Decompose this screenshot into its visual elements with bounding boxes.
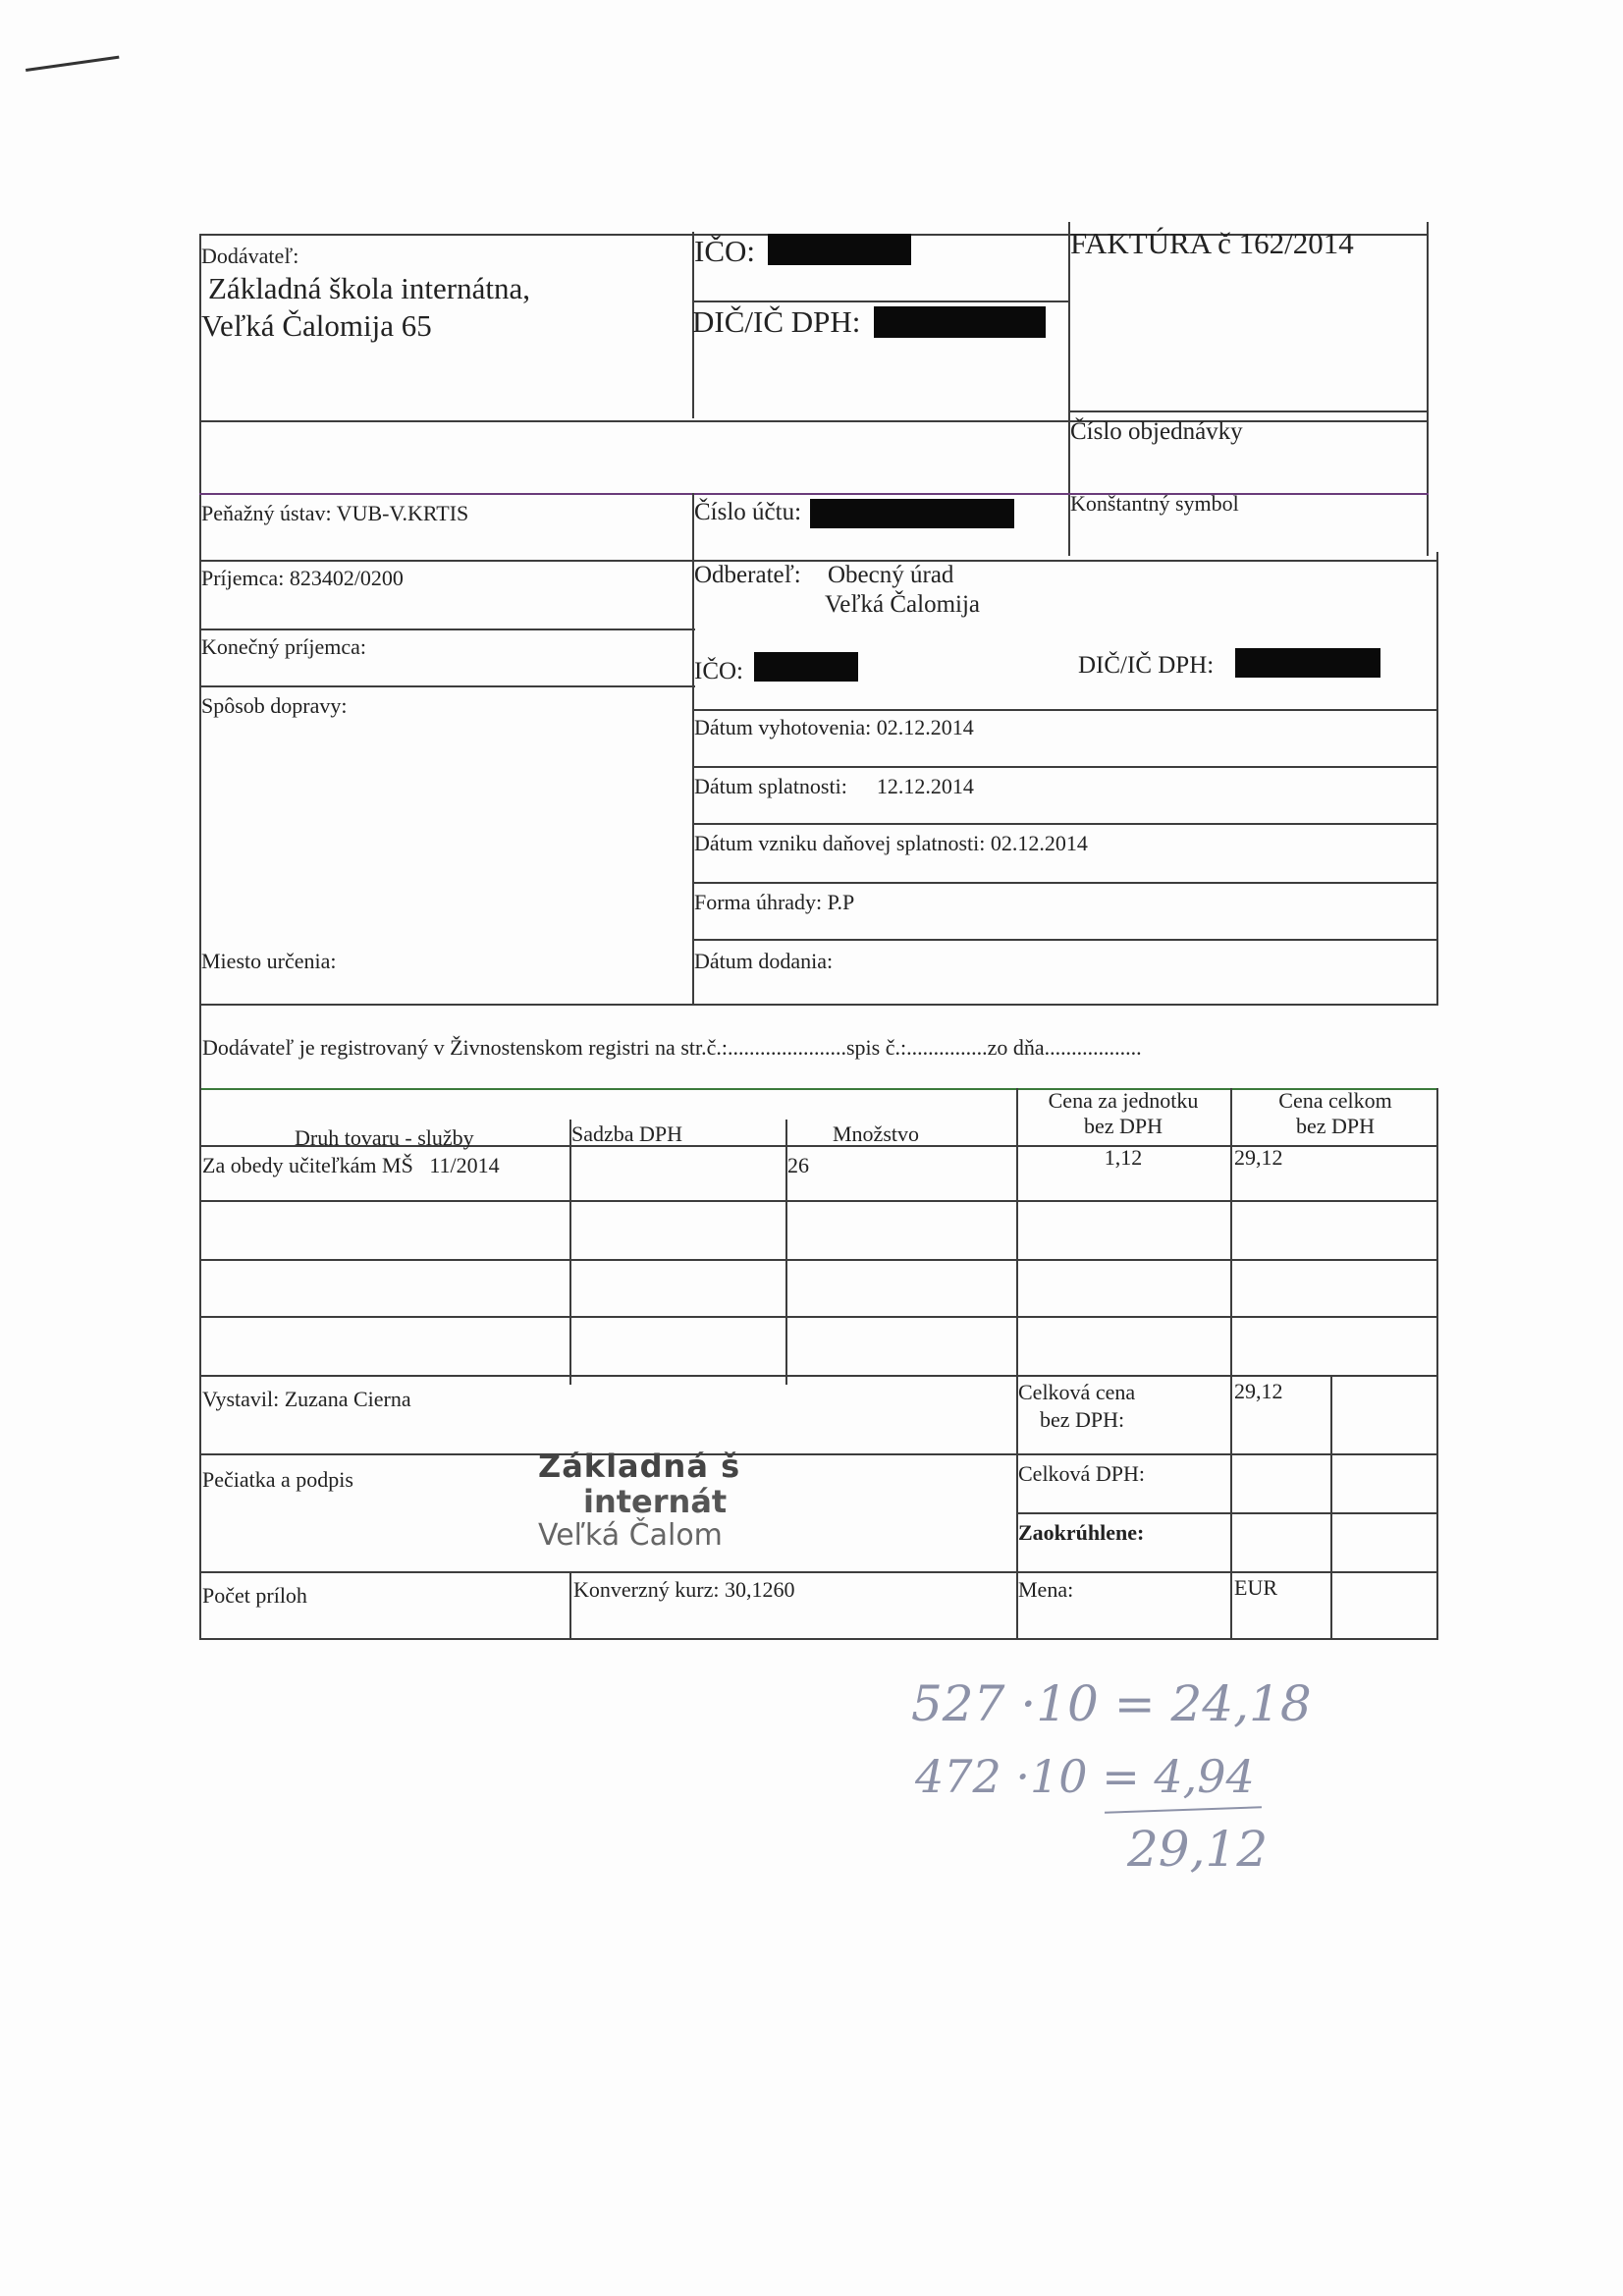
customer-ico-label: IČO: bbox=[694, 658, 743, 684]
conversion-rate: Konverzný kurz: 30,1260 bbox=[573, 1577, 795, 1602]
header-unit-price: Cena za jednotku bez DPH bbox=[1048, 1088, 1199, 1138]
redacted-account bbox=[810, 499, 1014, 528]
supplier-ico-label: IČO: bbox=[694, 234, 755, 268]
invoice-title: FAKTÚRA č 162/2014 bbox=[1070, 226, 1354, 260]
handwritten-underline bbox=[1105, 1806, 1262, 1814]
transport-label: Spôsob dopravy: bbox=[201, 693, 348, 718]
supplier-name-line1: Základná škola internátna, bbox=[208, 271, 530, 305]
total-vat-label: Celková DPH: bbox=[1018, 1461, 1145, 1486]
header-total: Cena celkom bez DPH bbox=[1278, 1088, 1392, 1138]
handwritten-line3: 29,12 bbox=[1127, 1821, 1269, 1878]
scan-mark bbox=[26, 56, 119, 72]
final-recipient-label: Konečný príjemca: bbox=[201, 634, 366, 659]
row-unit-price: 1,12 bbox=[1104, 1145, 1143, 1170]
redacted-customer-dic bbox=[1235, 648, 1380, 678]
handwritten-line2: 472 ·10 = 4,94 bbox=[915, 1750, 1255, 1803]
order-number-label: Číslo objednávky bbox=[1070, 418, 1243, 445]
supplier-name-line2: Veľká Čalomija 65 bbox=[201, 308, 432, 343]
customer-dic-label: DIČ/IČ DPH: bbox=[1078, 652, 1215, 679]
row-quantity: 26 bbox=[787, 1153, 809, 1177]
destination-label: Miesto určenia: bbox=[201, 949, 337, 973]
stamp-line1: Základná š bbox=[538, 1448, 741, 1485]
school-stamp bbox=[538, 1448, 740, 1553]
recipient-value: 823402/0200 bbox=[289, 566, 404, 590]
supplier-label: Dodávateľ: bbox=[201, 244, 299, 268]
attachments-label: Počet príloh bbox=[202, 1583, 307, 1608]
redacted-supplier-dic bbox=[874, 306, 1046, 338]
bank-label: Peňažný ústav: VUB-V.KRTIS bbox=[201, 501, 469, 525]
total-no-vat-value: 29,12 bbox=[1234, 1379, 1283, 1403]
due-date: Dátum splatnosti: 12.12.2014 bbox=[694, 774, 974, 798]
stamp-line2: internát bbox=[583, 1483, 728, 1520]
stamp-line3: Veľká Čalom bbox=[538, 1518, 723, 1553]
redacted-customer-ico bbox=[754, 652, 858, 682]
customer-label: Odberateľ: bbox=[694, 562, 801, 588]
tax-date: Dátum vzniku daňovej splatnosti: 02.12.2014 bbox=[694, 831, 1088, 855]
header-vat-rate: Sadzba DPH bbox=[571, 1121, 683, 1146]
customer-name-line2: Veľká Čalomija bbox=[825, 591, 981, 618]
issued-by: Vystavil: Zuzana Cierna bbox=[202, 1387, 411, 1411]
stamp-label: Pečiatka a podpis bbox=[202, 1467, 353, 1492]
row-total: 29,12 bbox=[1234, 1145, 1283, 1170]
handwritten-line1: 527 ·10 = 24,18 bbox=[911, 1675, 1312, 1732]
due-date-value: 12.12.2014 bbox=[876, 774, 974, 798]
customer-name-line1: Obecný úrad bbox=[828, 562, 954, 588]
issue-date: Dátum vyhotovenia: 02.12.2014 bbox=[694, 715, 974, 739]
account-label: Číslo účtu: bbox=[694, 499, 802, 525]
row-goods: Za obedy učiteľkám MŠ 11/2014 bbox=[202, 1153, 500, 1177]
currency-label: Mena: bbox=[1018, 1577, 1074, 1602]
recipient-label: Príjemca: 823402/0200 bbox=[201, 566, 404, 590]
rounded-label: Zaokrúhlene: bbox=[1018, 1520, 1145, 1545]
redacted-supplier-ico bbox=[768, 234, 911, 265]
constant-symbol-label: Konštantný symbol bbox=[1070, 491, 1239, 516]
currency-value: EUR bbox=[1234, 1575, 1277, 1600]
header-quantity: Množstvo bbox=[833, 1121, 919, 1146]
delivery-date: Dátum dodania: bbox=[694, 949, 834, 973]
total-no-vat-label: Celková cena bez DPH: bbox=[1018, 1380, 1136, 1432]
payment-form: Forma úhrady: P.P bbox=[694, 890, 855, 914]
registry-note: Dodávateľ je registrovaný v Živnostenskom registri na str.č.:......................spis č.:...............zo dňa.................. bbox=[202, 1035, 1142, 1060]
header-goods: Druh tovaru - služby bbox=[295, 1125, 474, 1150]
supplier-dic-label: DIČ/IČ DPH: bbox=[692, 304, 861, 339]
